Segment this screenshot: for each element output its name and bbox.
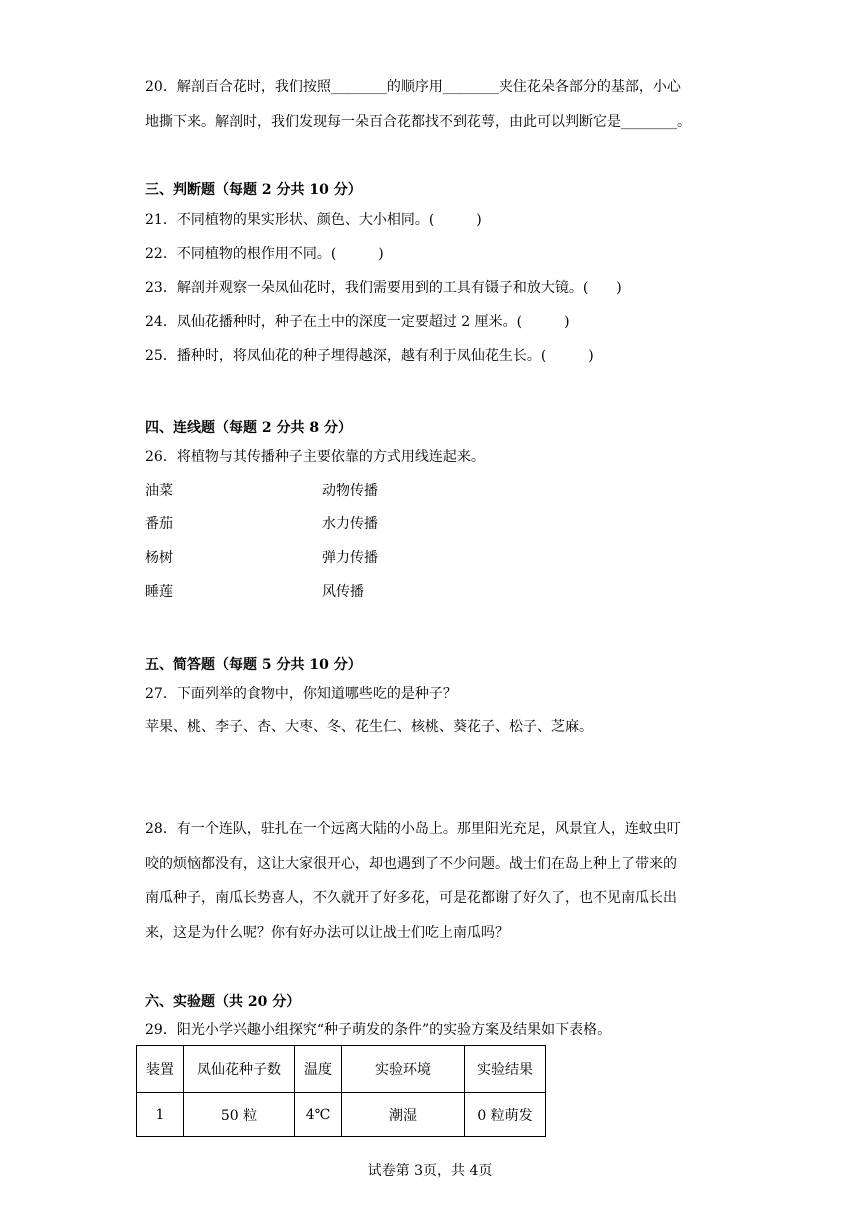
question-28-line: 咬的烦恼都没有，这让大家很开心，却也遇到了不少问题。战士们在岛上种上了带来的 <box>145 855 677 872</box>
dispersal-method-item: 风传播 <box>322 584 364 600</box>
section-5-title: 五、简答题（每题 5 分共 10 分） <box>145 657 362 673</box>
table-cell: 50 粒 <box>184 1093 295 1137</box>
table-cell: 潮湿 <box>342 1093 465 1137</box>
dispersal-method-item: 动物传播 <box>322 483 378 499</box>
question-20 <box>145 70 720 140</box>
table-row <box>137 1093 546 1137</box>
question-24: 24．凤仙花播种时，种子在土中的深度一定要超过 2 厘米。( ) <box>145 314 570 330</box>
question-29: 29．阳光小学兴趣小组探究“种子萌发的条件”的实验方案及结果如下表格。 <box>145 1022 612 1038</box>
question-20-line-2: 地撕下来。解剖时，我们发现每一朵百合花都找不到花萼，由此可以判断它是________。 <box>145 114 691 130</box>
question-23: 23．解剖并观察一朵凤仙花时，我们需要用到的工具有镊子和放大镜。( ) <box>145 280 622 296</box>
section-6-title: 六、实验题（共 20 分） <box>145 994 301 1010</box>
plant-item: 油菜 <box>145 483 173 499</box>
experiment-table <box>136 1045 546 1137</box>
table-cell: 4℃ <box>295 1093 342 1137</box>
question-21: 21．不同植物的果实形状、颜色、大小相同。( ) <box>145 212 482 228</box>
table-header-cell: 凤仙花种子数 <box>184 1046 295 1093</box>
question-20-line-1: 20．解剖百合花时，我们按照________的顺序用________夹住花朵各部分的基部，小心 <box>145 79 681 95</box>
table-header-row <box>137 1046 546 1093</box>
table-header-cell: 温度 <box>295 1046 342 1093</box>
table-header-cell: 实验结果 <box>465 1046 546 1093</box>
question-22: 22．不同植物的根作用不同。( ) <box>145 246 384 262</box>
question-28-line: 来，这是为什么呢？你有好办法可以让战士们吃上南瓜吗？ <box>145 924 509 941</box>
table-header-cell: 实验环境 <box>342 1046 465 1093</box>
question-25: 25．播种时，将凤仙花的种子埋得越深，越有利于凤仙花生长。( ) <box>145 348 594 364</box>
plant-item: 番茄 <box>145 516 173 532</box>
section-4-title: 四、连线题（每题 2 分共 8 分） <box>145 420 352 436</box>
table-cell: 0 粒萌发 <box>465 1093 546 1137</box>
question-28-line: 南瓜种子，南瓜长势喜人，不久就开了好多花，可是花都谢了好久了，也不见南瓜长出 <box>145 890 677 906</box>
section-3-title: 三、判断题（每题 2 分共 10 分） <box>145 182 362 198</box>
question-27-food-list: 苹果、桃、李子、杏、大枣、冬、花生仁、核桃、葵花子、松子、芝麻。 <box>145 719 593 735</box>
table-header-cell: 装置 <box>137 1046 184 1093</box>
table-cell: 1 <box>137 1093 184 1137</box>
question-28 <box>145 812 720 950</box>
page-footer: 试卷第 3页，共 4页 <box>367 1163 493 1179</box>
plant-item: 杨树 <box>145 550 173 566</box>
question-27: 27．下面列举的食物中，你知道哪些吃的是种子？ <box>145 686 457 702</box>
plant-item: 睡莲 <box>145 584 173 600</box>
dispersal-method-item: 弹力传播 <box>322 550 378 566</box>
question-28-line: 28．有一个连队，驻扎在一个远离大陆的小岛上。那里阳光充足，风景宜人，连蚊虫叮 <box>145 821 681 837</box>
dispersal-method-item: 水力传播 <box>322 516 378 532</box>
question-26: 26．将植物与其传播种子主要依靠的方式用线连起来。 <box>145 449 485 465</box>
